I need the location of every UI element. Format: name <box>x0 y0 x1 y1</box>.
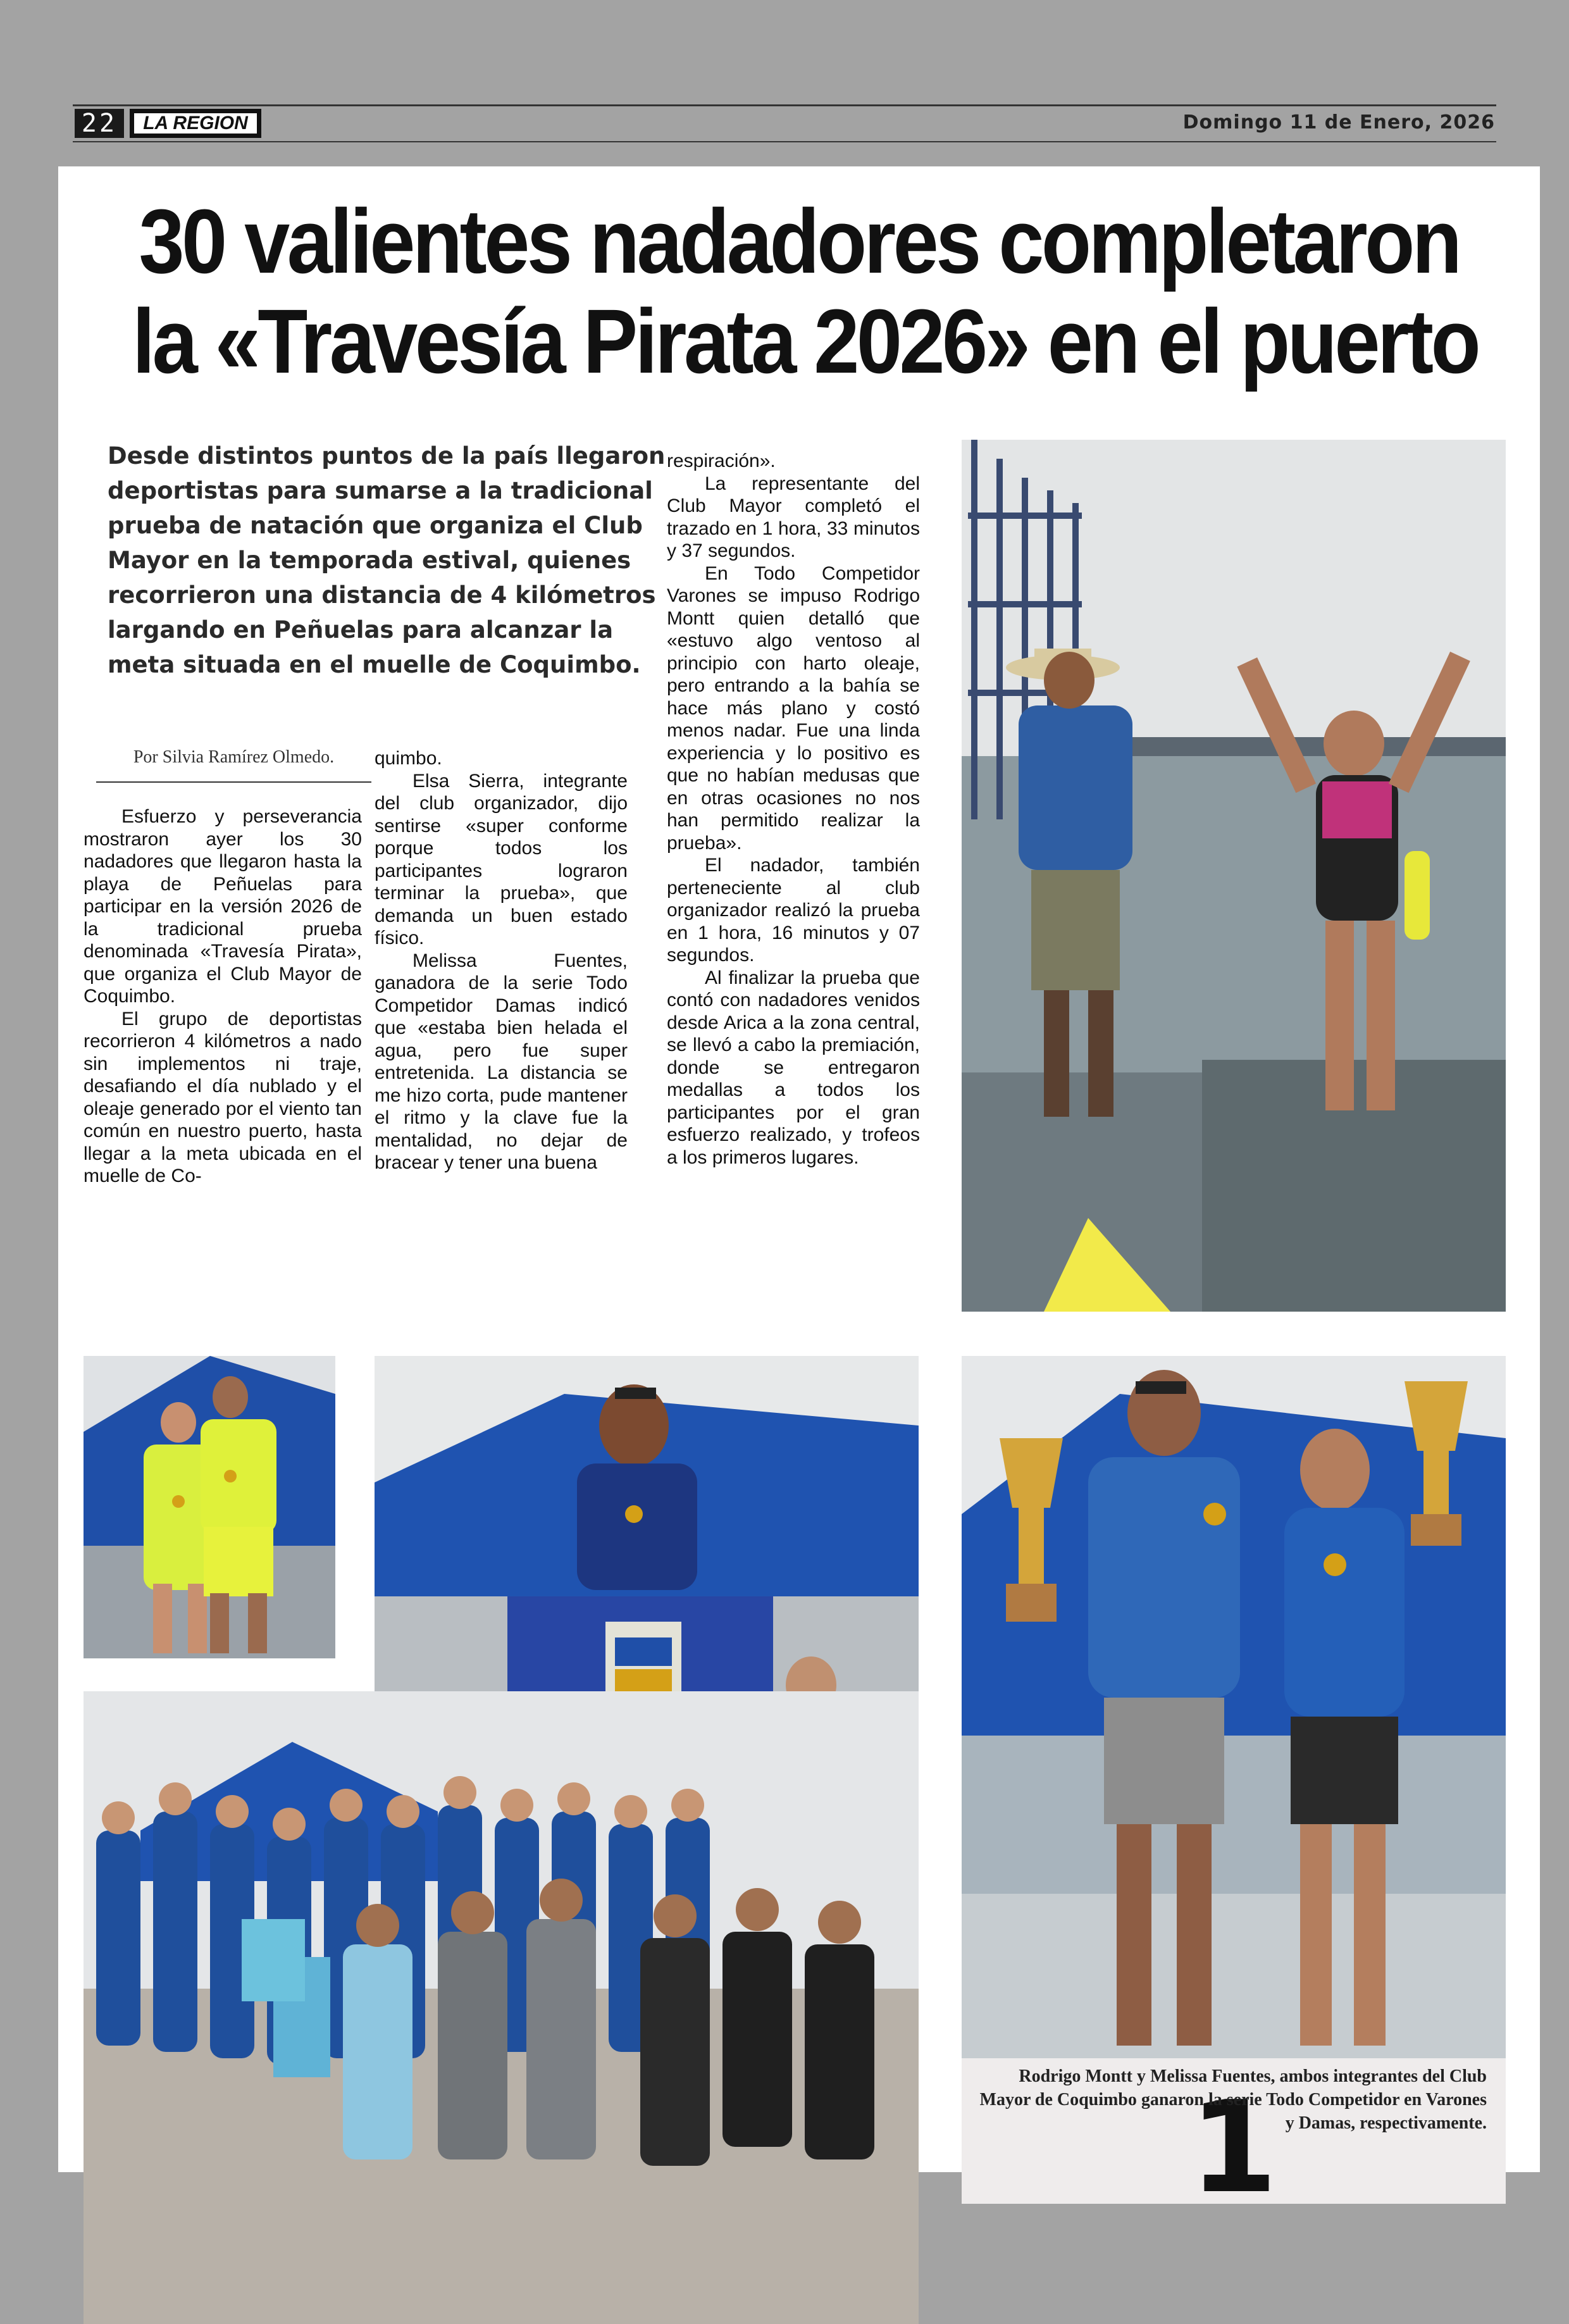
header-rule-top <box>73 104 1496 106</box>
page-number: 22 <box>75 109 124 138</box>
masthead-logo <box>130 109 261 138</box>
paragraph: Esfuerzo y perseverancia mostraron ayer los 30 nadadores que llegaron hasta la playa de Peñuelas para participar en la versión 2026 de la tradicional prueba denominada «Travesía Pirata», que organiza el Club Mayor de Coquimbo. <box>84 806 362 1007</box>
paragraph: La representante del Club Mayor completó el trazado en 1 hora, 33 minutos y 37 segundos. <box>667 473 920 561</box>
byline: Por Silvia Ramírez Olmedo. <box>96 747 371 783</box>
photo-pier-finish <box>962 440 1506 1312</box>
header-rule-bottom <box>73 141 1496 142</box>
headline-line-2: la «Travesía Pirata 2026» en el puerto <box>132 290 1479 392</box>
photo-caption: Rodrigo Montt y Melissa Fuentes, ambos integrantes del Club Mayor de Coquimbo ganaron la serie Todo Competidor en Varones y Damas, respectivamente. <box>979 2066 1487 2133</box>
paragraph: quimbo. <box>375 748 442 769</box>
paragraph: Elsa Sierra, integrante del club organizador, dijo sentirse «super conforme porque todos los participantes lograron terminar la prueba», que demanda un buen estado físico. <box>375 770 628 948</box>
page-sheet <box>58 166 1540 2204</box>
paragraph: Melissa Fuentes, ganadora de la serie Todo Competidor Damas indicó que «estaba bien helada el agua, pero fue super entretenida. La distancia se me hizo corta, pude mantener el ritmo y la clave fue la mentalidad, no dejar de bracear y tener una buena <box>375 950 628 1173</box>
headline <box>132 190 1479 392</box>
paragraph: Al finalizar la prueba que contó con nadadores venidos desde Arica a la zona central, se llevó a cabo la premiación, donde se entregaron medallas a todos los participantes por el gran esfuerzo realizado, y trofeos a los primeros lugares. <box>667 967 920 1168</box>
article-column-3 <box>667 450 920 1169</box>
article-column-2 <box>375 747 628 1174</box>
article-column-1 <box>84 805 362 1188</box>
deck-summary: Desde distintos puntos de la país llegaron deportistas para sumarse a la tradicional prueba de natación que organiza el Club Mayor en la temporada estival, quienes recorrieron una distancia de 4 kilómetros largando en Peñuelas para alcanzar la meta situada en el muelle de Coquimbo. <box>108 442 666 678</box>
paragraph: respiración». <box>667 451 776 471</box>
podium-number-1: 1 <box>1189 2074 1278 2204</box>
photo-group-participants <box>84 1691 919 2324</box>
paragraph: El grupo de deportistas recorrieron 4 kilómetros a nado sin implementos ni traje, desafiando el día nublado y el oleaje generado por el viento tan común en nuestro puerto, hasta llegar a la meta ubicada en el muelle de Co- <box>84 1008 362 1186</box>
masthead-text: LA REGION <box>134 113 257 134</box>
paragraph: El nadador, también perteneciente al club organizador realizó la prueba en 1 hora, 16 minutos y 07 segundos. <box>667 855 920 966</box>
issue-date: Domingo 11 de Enero, 2026 <box>1182 111 1495 134</box>
paragraph: En Todo Competidor Varones se impuso Rodrigo Montt quien detalló que «estuvo algo ventoso al principio con harto oleaje, pero entrando a la bahía se hace más plano y costó menos nadar. Fue una linda experiencia y lo positivo es que no habían medusas que en otras ocasiones no nos han permitido realizar la prueba». <box>667 562 920 854</box>
photo-young-medalists <box>84 1356 335 1658</box>
headline-line-1: 30 valientes nadadores completaron <box>139 190 1460 292</box>
